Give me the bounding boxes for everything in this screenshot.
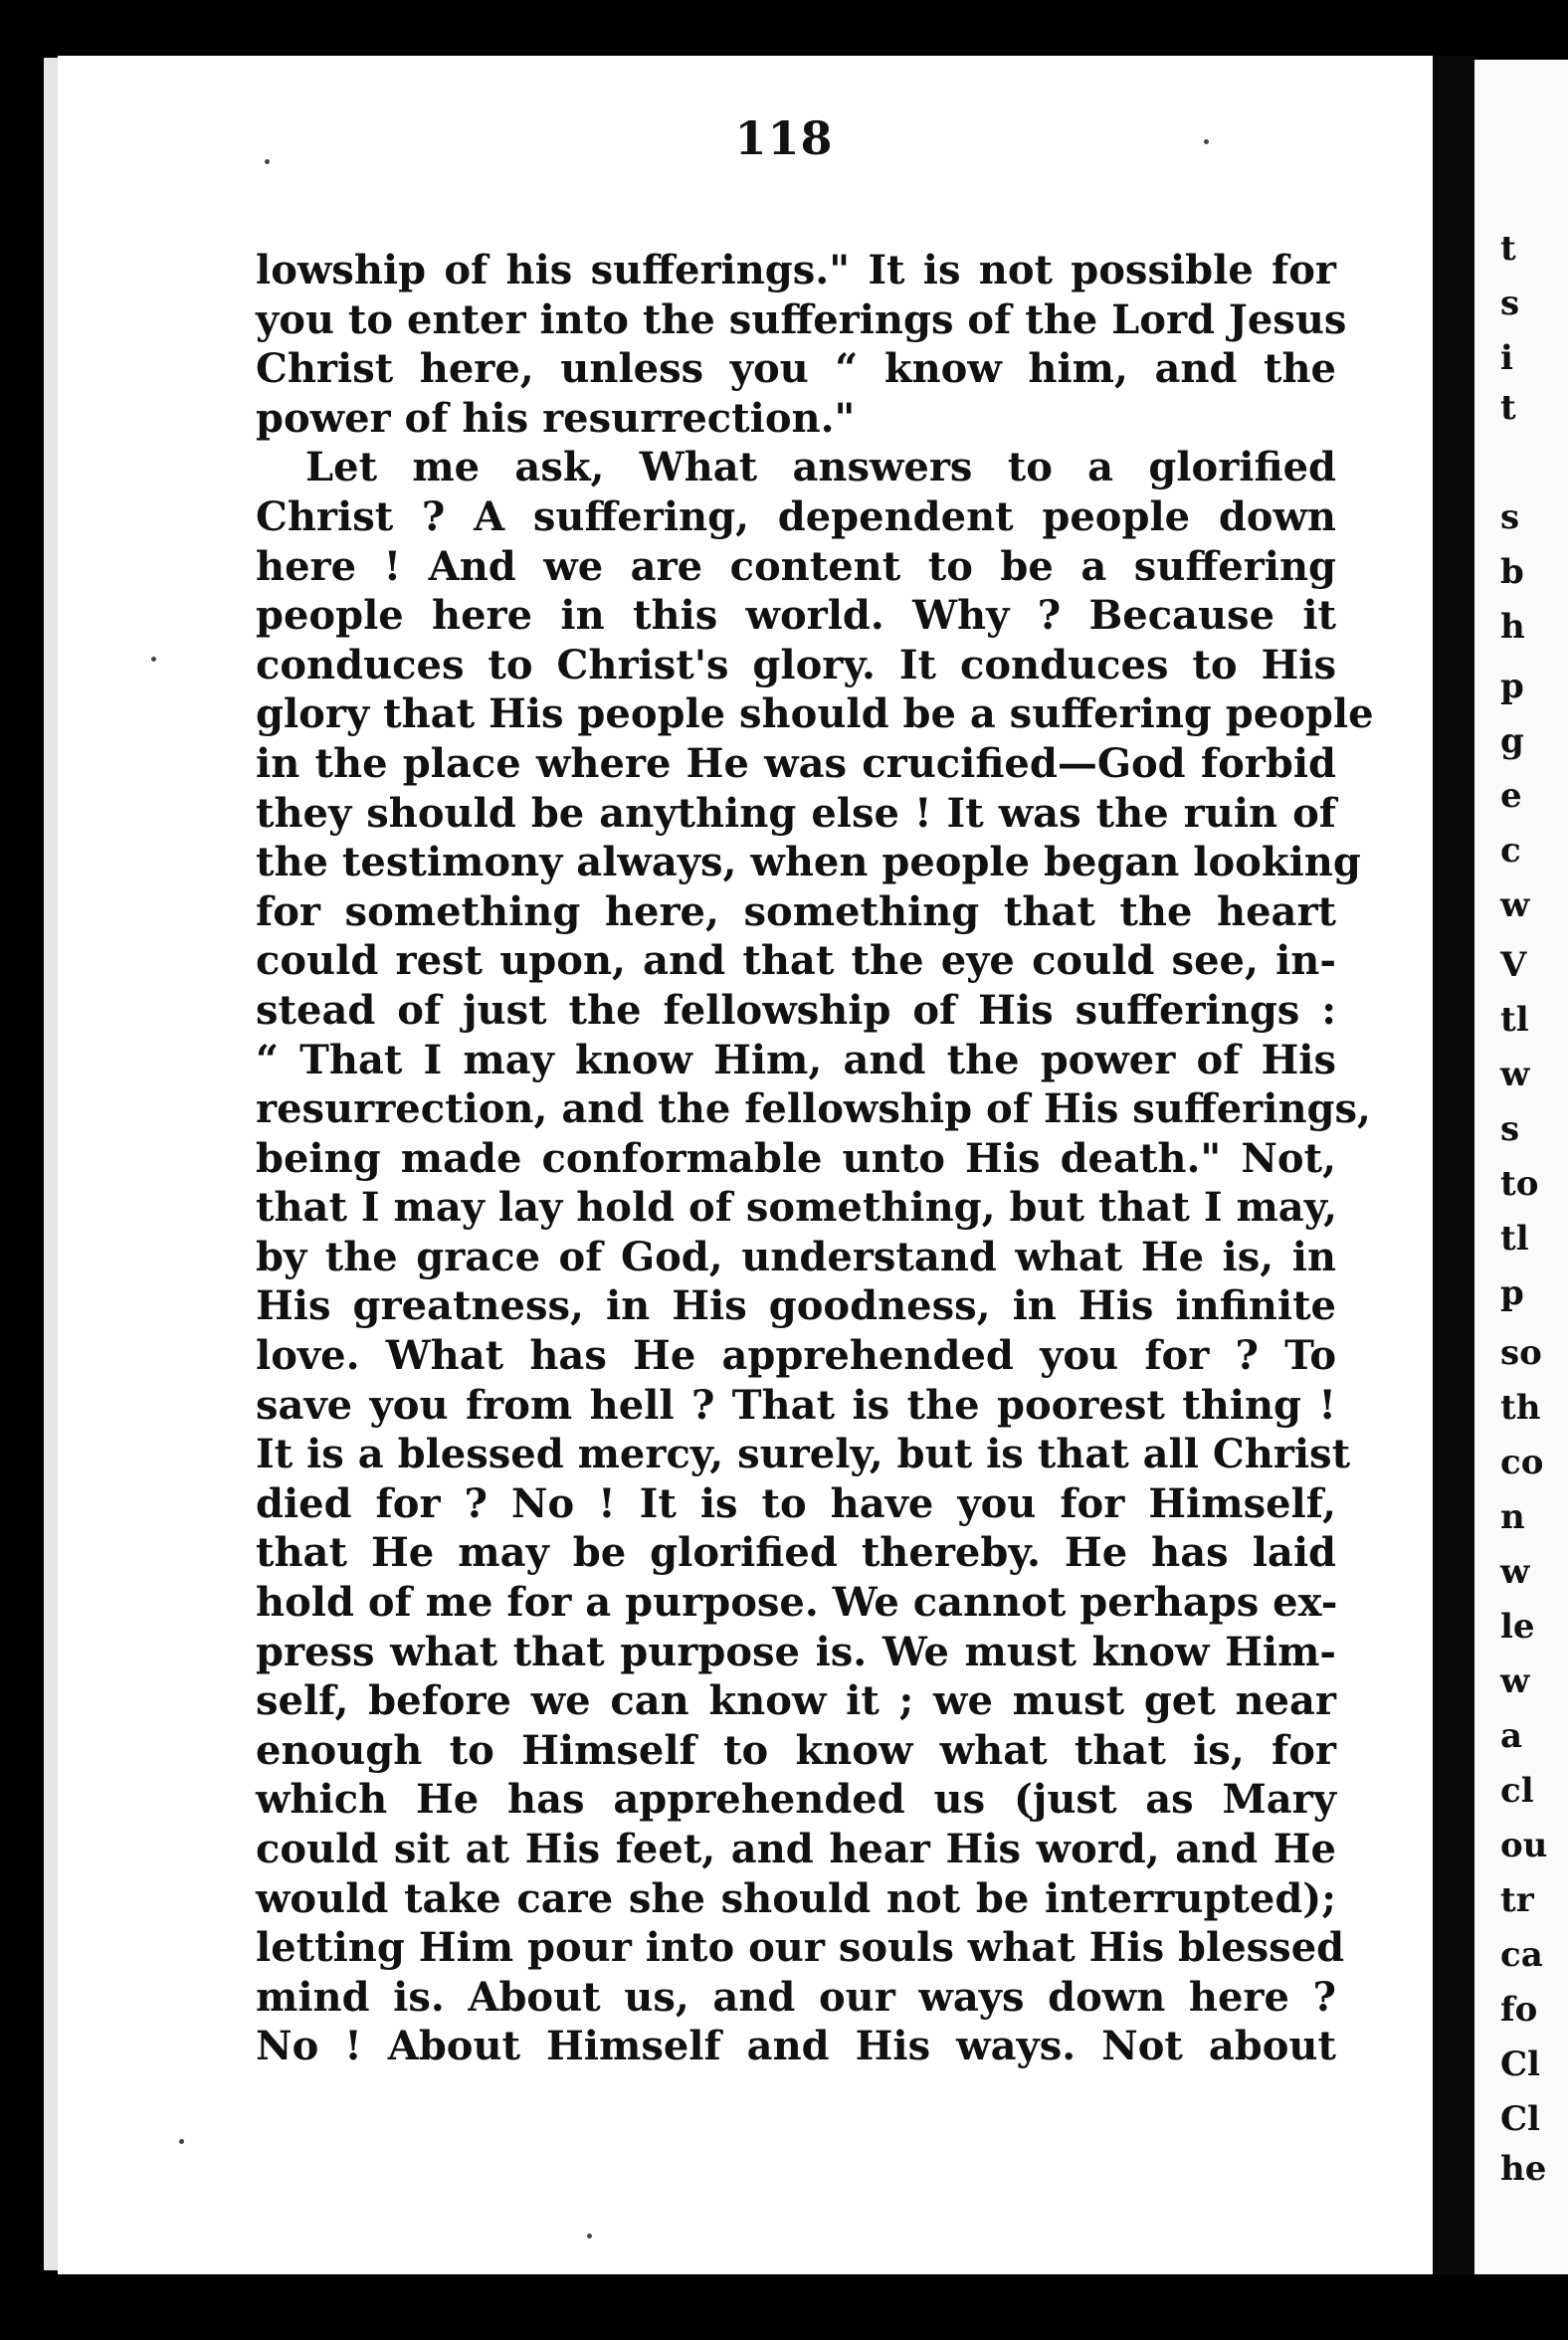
text-line: could sit at His feet, and hear His word, and He: [256, 1826, 1336, 1872]
text-line: that He may be glorified thereby. He has laid: [256, 1529, 1336, 1577]
facing-page-fragment: Cl: [1500, 2099, 1540, 2139]
text-line: mind is. About us, and our ways down here ?: [256, 1973, 1336, 2021]
text-line: that I may lay hold of something, but that I may,: [256, 1184, 1338, 1232]
facing-page-fragment: le: [1500, 1607, 1535, 1647]
text-line: here ! And we are content to be a suffering: [256, 542, 1336, 590]
text-line: in the place where He was crucified—God forbid: [256, 739, 1336, 787]
facing-page-fragment: i: [1500, 338, 1513, 378]
text-line: lowship of his sufferings." It is not possible for: [256, 247, 1336, 293]
text-line: conduces to Christ's glory. It conduces to His: [256, 641, 1336, 688]
text-line: No ! About Himself and His ways. Not about: [256, 2023, 1336, 2070]
text-line: for something here, something that the heart: [256, 887, 1336, 935]
book-gutter: [1433, 56, 1474, 2274]
text-line: stead of just the fellowship of His sufferings :: [256, 986, 1336, 1034]
text-line: by the grace of God, understand what He is, in: [256, 1233, 1336, 1280]
facing-page-fragment: w: [1500, 1552, 1530, 1592]
text-line: press what that purpose is. We must know Him-: [256, 1628, 1336, 1675]
text-line: self, before we can know it ; we must get near: [256, 1677, 1336, 1725]
speck: [151, 657, 156, 662]
facing-page-fragment: b: [1500, 552, 1524, 592]
text-line: His greatness, in His goodness, in His infinite: [256, 1282, 1336, 1330]
facing-page-fragment: ou: [1500, 1826, 1548, 1865]
text-line: being made conformable unto His death." Not,: [256, 1134, 1336, 1182]
text-line: you to enter into the sufferings of the Lord Jesus: [256, 295, 1347, 343]
text-line: hold of me for a purpose. We cannot perhaps ex-: [256, 1579, 1338, 1627]
text-line: Let me ask, What answers to a glorified: [305, 444, 1336, 491]
facing-page-fragment: h: [1500, 607, 1525, 647]
text-line: letting Him pour into our souls what His blessed: [256, 1924, 1345, 1972]
facing-page-fragment: w: [1500, 1661, 1530, 1701]
facing-page-fragment: ca: [1500, 1935, 1543, 1975]
speck: [179, 2139, 184, 2144]
facing-page-fragment: tl: [1500, 1000, 1529, 1040]
facing-page-fragment: s: [1500, 284, 1520, 323]
facing-page-fragment: w: [1500, 1055, 1530, 1094]
facing-page-fragment: n: [1500, 1497, 1525, 1537]
speck: [265, 159, 270, 164]
facing-page-fragment: fo: [1500, 1990, 1538, 2030]
text-line: which He has apprehended us (just as Mary: [256, 1776, 1336, 1824]
text-line: people here in this world. Why ? Because it: [256, 592, 1336, 640]
text-line: they should be anything else ! It was the ruin of: [256, 789, 1336, 837]
facing-page-edge: [1474, 60, 1568, 2274]
facing-page-fragment: w: [1500, 885, 1530, 925]
facing-page-fragment: p: [1500, 667, 1524, 706]
facing-page-fragment: co: [1500, 1443, 1544, 1482]
facing-page-fragment: c: [1500, 831, 1521, 871]
facing-page-fragment: t: [1500, 388, 1516, 428]
text-line: power of his resurrection.": [256, 394, 856, 442]
text-line: would take care she should not be interrupted);: [256, 1874, 1336, 1922]
page-number: 118: [734, 111, 834, 165]
facing-page-fragment: tl: [1500, 1219, 1529, 1259]
facing-page-fragment: th: [1500, 1388, 1541, 1428]
facing-page-fragment: Cl: [1500, 2045, 1540, 2084]
facing-page-fragment: s: [1500, 497, 1520, 537]
facing-page-fragment: a: [1500, 1716, 1523, 1756]
text-line: “ That I may know Him, and the power of His: [256, 1036, 1336, 1083]
text-line: enough to Himself to know what that is, for: [256, 1726, 1336, 1774]
text-line: died for ? No ! It is to have you for Himself,: [256, 1479, 1336, 1527]
facing-page-fragment: p: [1500, 1273, 1524, 1313]
text-line: Christ ? A suffering, dependent people down: [256, 492, 1336, 540]
facing-page-fragment: he: [1500, 2149, 1547, 2189]
facing-page-fragment: so: [1500, 1333, 1542, 1373]
facing-page-fragment: to: [1500, 1164, 1539, 1204]
facing-page-fragment: cl: [1500, 1771, 1534, 1811]
speck: [587, 2234, 592, 2239]
text-line: could rest upon, and that the eye could see, in-: [256, 937, 1336, 985]
facing-page-fragment: tr: [1500, 1880, 1534, 1920]
facing-page-fragment: g: [1500, 721, 1524, 761]
text-line: Christ here, unless you “ know him, and the: [256, 345, 1336, 393]
facing-page-fragment: t: [1500, 229, 1516, 269]
text-line: the testimony always, when people began looking: [256, 839, 1361, 886]
text-line: glory that His people should be a suffering people: [256, 690, 1374, 738]
facing-page-fragment: s: [1500, 1109, 1520, 1149]
page-body-text: [256, 246, 1374, 2071]
text-line: resurrection, and the fellowship of His sufferings,: [256, 1085, 1371, 1133]
facing-page-fragment: e: [1500, 776, 1522, 816]
facing-page-fragment: V: [1500, 945, 1527, 985]
speck: [1204, 139, 1209, 144]
text-line: save you from hell ? That is the poorest thing !: [256, 1381, 1336, 1429]
text-line: It is a blessed mercy, surely, but is that all Christ: [256, 1431, 1351, 1478]
text-line: love. What has He apprehended you for ? To: [256, 1332, 1336, 1380]
